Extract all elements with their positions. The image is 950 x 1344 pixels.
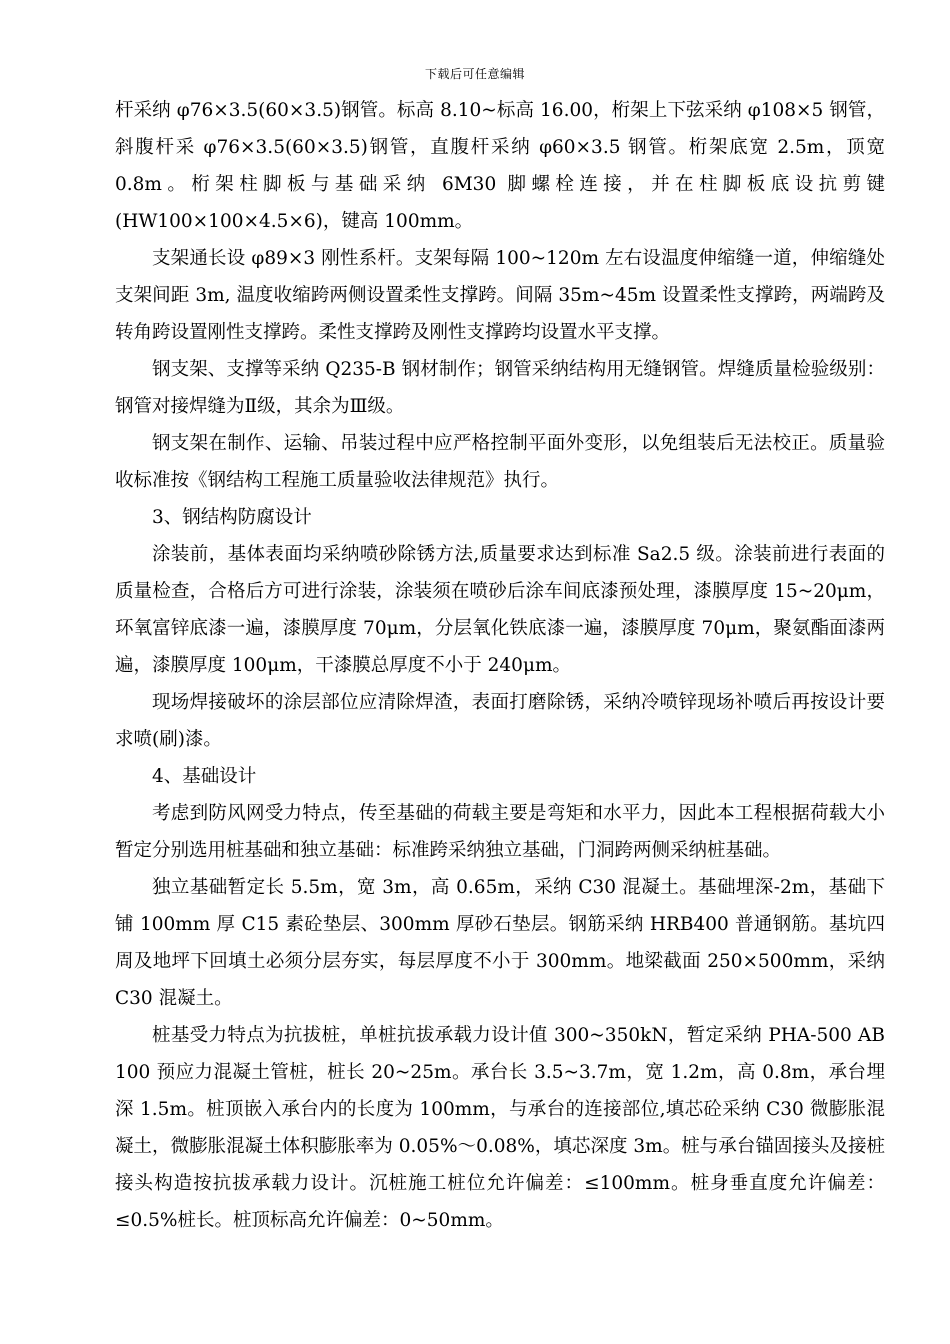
paragraph-isolated-footing: 独立基础暂定长 5.5m，宽 3m，高 0.65m，采纳 C30 混凝土。基础埋深-2m，基础下铺 100mm 厚 C15 素砼垫层、300mm 厚砂石垫层。钢筋采纳 HRB400 普通钢筋。基坑四周及地坪下回填土必须分层夯实，每层厚度不小于 300mm。地梁截面 250×500mm，采纳 C30 混凝土。 (115, 877, 885, 1009)
paragraph-tie-bar: 支架通长设 φ89×3 刚性系杆。支架每隔 100~120m 左右设温度伸缩缝一道，伸缩缝处支架间距 3m, 温度收缩跨两侧设置柔性支撑跨。间隔 35m~45m 设置柔性支撑跨，两端跨及转角跨设置刚性支撑跨。柔性支撑跨及刚性支撑跨均设置水平支撑。 (115, 248, 885, 343)
paragraph-steel-material: 钢支架、支撑等采纳 Q235-B 钢材制作；钢管采纳结构用无缝钢管。焊缝质量检验级别：钢管对接焊缝为Ⅱ级，其余为Ⅲ级。 (115, 359, 885, 417)
paragraph-pile-foundation: 桩基受力特点为抗拔桩，单桩抗拔承载力设计值 300~350kN，暂定采纳 PHA-500 AB 100 预应力混凝土管桩，桩长 20~25m。承台长 3.5~3.7m，宽 1.2m，高 0.8m，承台埋深 1.5m。桩顶嵌入承台内的长度为 100mm，与承台的连接部位,填芯砼采纳 C30 微膨胀混凝土，微膨胀混凝土体积膨胀率为 0.05%～0.08%，填芯深度 3m。桩与承台锚固接头及接桩接头构造按抗拔承载力设计。沉桩施工桩位允许偏差：≤100mm。桩身垂直度允许偏差：≤0.5%桩长。桩顶标高允许偏差：0~50mm。 (115, 1025, 885, 1231)
page-header-note: 下载后可任意编辑 (424, 67, 525, 81)
paragraph-field-weld-repair: 现场焊接破坏的涂层部位应清除焊渣，表面打磨除锈，采纳冷喷锌现场补喷后再按设计要求喷(刷)漆。 (115, 692, 885, 750)
section-heading-anticorrosion: 3、钢结构防腐设计 (152, 507, 312, 528)
document-body (115, 92, 885, 1239)
section-heading-foundation: 4、基础设计 (152, 766, 257, 787)
paragraph-coating: 涂装前，基体表面均采纳喷砂除锈方法,质量要求达到标准 Sa2.5 级。涂装前进行表面的质量检查，合格后方可进行涂装，涂装须在喷砂后涂车间底漆预处理，漆膜厚度 15~20μm，环氧富锌底漆一遍，漆膜厚度 70μm，分层氧化铁底漆一遍，漆膜厚度 70μm，聚氨酯面漆两遍，漆膜厚度 100μm，干漆膜总厚度不小于 240μm。 (115, 544, 885, 676)
paragraph-deformation-control: 钢支架在制作、运输、吊装过程中应严格控制平面外变形，以免组装后无法校正。质量验收标准按《钢结构工程施工质量验收法律规范》执行。 (115, 433, 885, 491)
paragraph-truss-continuation: 杆采纳 φ76×3.5(60×3.5)钢管。标高 8.10~标高 16.00，桁架上下弦采纳 φ108×5 钢管，斜腹杆采 φ76×3.5(60×3.5)钢管，直腹杆采纳 φ60×3.5 钢管。桁架底宽 2.5m，顶宽 0.8m。桁架柱脚板与基础采纳 6M30 脚螺栓连接，并在柱脚板底设抗剪键(HW100×100×4.5×6)，键高 100mm。 (115, 100, 885, 232)
paragraph-foundation-selection: 考虑到防风网受力特点，传至基础的荷载主要是弯矩和水平力，因此本工程根据荷载大小暂定分别选用桩基础和独立基础：标准跨采纳独立基础，门洞跨两侧采纳桩基础。 (115, 803, 885, 861)
